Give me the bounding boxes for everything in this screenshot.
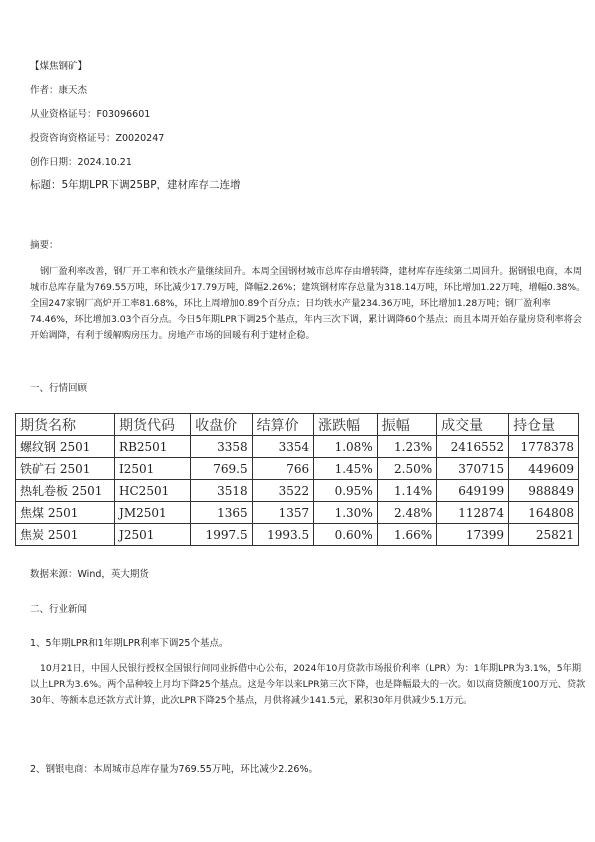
column-header: 振幅 [377,414,436,436]
table-cell: 449609 [509,458,579,480]
table-cell: 112874 [437,502,509,524]
table-cell: 0.95% [314,480,378,502]
table-cell: 649199 [437,480,509,502]
table-cell: 1997.5 [191,524,253,546]
table-cell: 2416552 [437,436,509,458]
table-cell: JM2501 [115,502,191,524]
column-header: 结算价 [252,414,314,436]
table-cell: 焦炭 2501 [16,524,115,546]
section-market-review-title: 一、行情回顾 [30,383,88,394]
table-cell: 1993.5 [252,524,314,546]
abstract-text: 钢厂盈利率改善，钢厂开工率和铁水产量继续回升。本周全国钢材城市总库存由增转降，建材库存连续第二周回升。据钢银电商，本周城市总库存量为769.55万吨，环比减少17.79万吨，降幅2.26%；建筑钢材库存总量为318.14万吨，环比增加1.22万吨，增幅0.38%。全国247家钢厂高炉开工率81.68%，环比上周增加0.89个百分点；日均铁水产量234.36万吨，环比增加1.28万吨；钢厂盈利率74.46%，环比增加3.03个百分点。今日5年期LPR下调25个基点，年内三次下调，累计调降60个基点；而且本周开始存量房贷利率将会开始调降，有利于缓解购房压力。房地产市场的回暖有利于建材企稳。 [30,266,586,341]
table-cell: 17399 [437,524,509,546]
table-cell: 1365 [191,502,253,524]
table-cell: 1.45% [314,458,378,480]
section-industry-news-title: 二、行业新闻 [30,604,88,615]
table-cell: 766 [252,458,314,480]
table-cell: RB2501 [115,436,191,458]
data-source: 数据来源：Wind，英大期货 [30,569,149,580]
table-cell: 1.23% [377,436,436,458]
table-header-row [16,414,579,436]
table-cell: 988849 [509,480,579,502]
table-row [16,458,579,480]
table-cell: 1.30% [314,502,378,524]
column-header: 持仓量 [509,414,579,436]
table-cell: HC2501 [115,480,191,502]
table-cell: 螺纹钢 2501 [16,436,115,458]
table-cell: J2501 [115,524,191,546]
table-cell: 3358 [191,436,253,458]
table-cell: 769.5 [191,458,253,480]
column-header: 期货名称 [16,414,115,436]
table-cell: 焦煤 2501 [16,502,115,524]
author: 作者：康天杰 [30,85,88,96]
table-cell: 铁矿石 2501 [16,458,115,480]
consult-license-number: 投资咨询资格证号：Z0020247 [30,133,165,144]
table-cell: 3518 [191,480,253,502]
category-tag: 【煤焦钢矿】 [30,61,88,72]
column-header: 收盘价 [191,414,253,436]
table-cell: 0.60% [314,524,378,546]
table-row [16,480,579,502]
news-item-title: 1、5年期LPR和1年期LPR利率下调25个基点。 [30,638,229,649]
column-header: 期货代码 [115,414,191,436]
table-row [16,502,579,524]
table-row [16,524,579,546]
abstract-label: 摘要： [30,240,59,251]
table-row [16,436,579,458]
news-item-title: 2、钢银电商：本周城市总库存量为769.55万吨，环比减少2.26%。 [30,764,318,775]
table-cell: 3522 [252,480,314,502]
column-header: 涨跌幅 [314,414,378,436]
table-cell: 2.50% [377,458,436,480]
table-cell: 25821 [509,524,579,546]
news-item-text: 10月21日，中国人民银行授权全国银行间同业拆借中心公布，2024年10月贷款市场报价利率（LPR）为：1年期LPR为3.1%，5年期以上LPR为3.6%。两个品种较上月均下降25个基点。这是今年以来LPR第三次下降，也是降幅最大的一次。如以商贷额度100万元、贷款30年、等额本息还款方式计算，此次LPR下降25个基点，月供将减少141.5元，累积30年月供减少5.1万元。 [30,663,586,706]
futures-quote-table [15,413,579,546]
table-cell: I2501 [115,458,191,480]
table-cell: 1357 [252,502,314,524]
table-cell: 1.08% [314,436,378,458]
column-header: 成交量 [437,414,509,436]
table-cell: 1778378 [509,436,579,458]
table-cell: 3354 [252,436,314,458]
table-cell: 164808 [509,502,579,524]
table-cell: 热轧卷板 2501 [16,480,115,502]
table-cell: 1.14% [377,480,436,502]
table-cell: 370715 [437,458,509,480]
creation-date: 创作日期：2024.10.21 [30,157,132,168]
report-title: 标题：5年期LPR下调25BP，建材库存二连增 [30,179,241,191]
table-cell: 2.48% [377,502,436,524]
license-number: 从业资格证号：F03096601 [30,109,151,120]
table-cell: 1.66% [377,524,436,546]
